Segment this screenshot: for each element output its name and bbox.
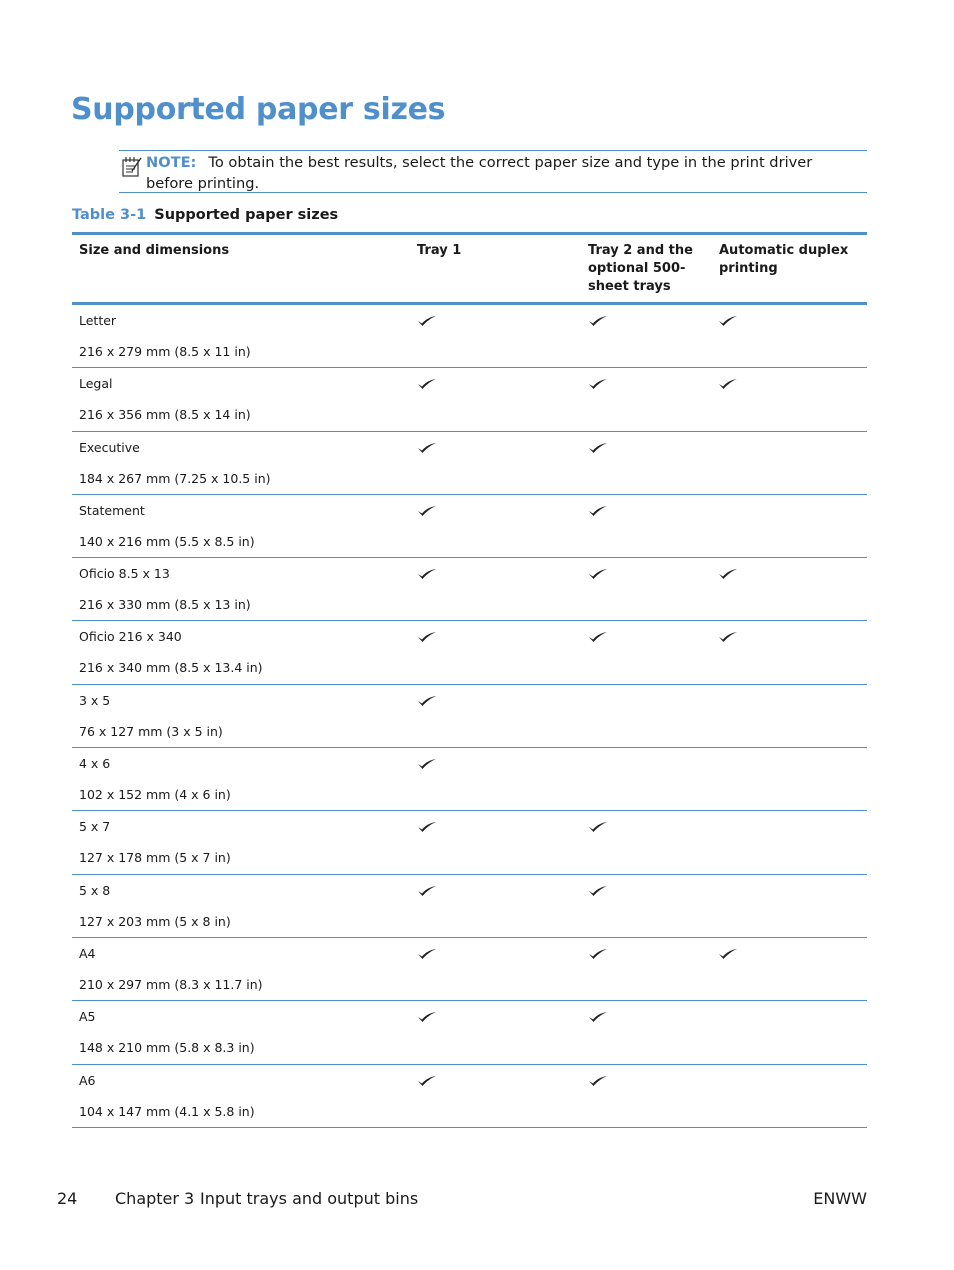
paper-dimensions: 148 x 210 mm (5.8 x 8.3 in) bbox=[79, 1040, 255, 1056]
header-tray1: Tray 1 bbox=[417, 243, 462, 258]
header-size: Size and dimensions bbox=[79, 243, 230, 258]
table-row bbox=[72, 685, 867, 748]
note-body: To obtain the best results, select the correct paper size and type in the print driver before printing. bbox=[146, 154, 813, 192]
table-caption-title: Supported paper sizes bbox=[154, 207, 339, 223]
checkmark-icon bbox=[417, 1075, 437, 1087]
page-title: Supported paper sizes bbox=[71, 92, 446, 127]
table-row bbox=[72, 305, 867, 368]
header-duplex: Automatic duplex printing bbox=[719, 243, 849, 276]
paper-name: 4 x 6 bbox=[79, 756, 111, 772]
table-row bbox=[72, 811, 867, 874]
checkmark-icon bbox=[417, 631, 437, 643]
checkmark-icon bbox=[417, 1011, 437, 1023]
checkmark-icon bbox=[588, 1011, 608, 1023]
paper-dimensions: 127 x 203 mm (5 x 8 in) bbox=[79, 913, 231, 929]
paper-name: A6 bbox=[79, 1072, 96, 1088]
table-row bbox=[72, 621, 867, 684]
note-pad-icon bbox=[121, 154, 143, 178]
table-caption-number: Table 3-1 bbox=[72, 207, 147, 223]
paper-name: Executive bbox=[79, 439, 140, 455]
paper-sizes-table bbox=[72, 232, 867, 1128]
note-box bbox=[119, 150, 867, 193]
paper-name: 3 x 5 bbox=[79, 692, 111, 708]
note-text bbox=[146, 152, 846, 194]
checkmark-icon bbox=[417, 442, 437, 454]
paper-dimensions: 216 x 340 mm (8.5 x 13.4 in) bbox=[79, 660, 263, 676]
table-row bbox=[72, 938, 867, 1001]
footer-chapter: Chapter 3 bbox=[115, 1189, 195, 1208]
checkmark-icon bbox=[588, 378, 608, 390]
checkmark-icon bbox=[417, 505, 437, 517]
paper-dimensions: 184 x 267 mm (7.25 x 10.5 in) bbox=[79, 470, 271, 486]
checkmark-icon bbox=[417, 315, 437, 327]
checkmark-icon bbox=[588, 1075, 608, 1087]
table-header bbox=[72, 235, 867, 305]
checkmark-icon bbox=[718, 315, 738, 327]
checkmark-icon bbox=[588, 442, 608, 454]
paper-name: A4 bbox=[79, 945, 96, 961]
paper-dimensions: 127 x 178 mm (5 x 7 in) bbox=[79, 850, 231, 866]
table-body bbox=[72, 305, 867, 1128]
checkmark-icon bbox=[417, 378, 437, 390]
checkmark-icon bbox=[417, 885, 437, 897]
header-tray2: Tray 2 and the optional 500-sheet trays bbox=[588, 243, 693, 294]
paper-name: A5 bbox=[79, 1009, 96, 1025]
paper-dimensions: 104 x 147 mm (4.1 x 5.8 in) bbox=[79, 1103, 255, 1119]
table-row bbox=[72, 558, 867, 621]
checkmark-icon bbox=[588, 631, 608, 643]
paper-name: Letter bbox=[79, 313, 117, 328]
paper-name: Legal bbox=[79, 376, 113, 392]
checkmark-icon bbox=[718, 378, 738, 390]
table-caption bbox=[72, 207, 338, 223]
paper-dimensions: 76 x 127 mm (3 x 5 in) bbox=[79, 723, 223, 739]
checkmark-icon bbox=[417, 821, 437, 833]
checkmark-icon bbox=[417, 568, 437, 580]
checkmark-icon bbox=[588, 948, 608, 960]
paper-name: Oficio 8.5 x 13 bbox=[79, 566, 170, 582]
checkmark-icon bbox=[718, 948, 738, 960]
paper-dimensions: 210 x 297 mm (8.3 x 11.7 in) bbox=[79, 976, 263, 992]
paper-name: 5 x 7 bbox=[79, 819, 111, 835]
table-row bbox=[72, 368, 867, 431]
checkmark-icon bbox=[588, 505, 608, 517]
table-row bbox=[72, 1065, 867, 1128]
checkmark-icon bbox=[417, 758, 437, 770]
checkmark-icon bbox=[718, 631, 738, 643]
checkmark-icon bbox=[588, 568, 608, 580]
checkmark-icon bbox=[417, 695, 437, 707]
table-row bbox=[72, 432, 867, 495]
paper-name: 5 x 8 bbox=[79, 882, 111, 898]
paper-dimensions: 216 x 330 mm (8.5 x 13 in) bbox=[79, 597, 251, 613]
paper-dimensions: 102 x 152 mm (4 x 6 in) bbox=[79, 787, 231, 803]
paper-dimensions: 216 x 279 mm (8.5 x 11 in) bbox=[79, 344, 251, 359]
table-row bbox=[72, 495, 867, 558]
footer-page-number: 24 bbox=[57, 1189, 78, 1208]
footer-chapter-title: Input trays and output bins bbox=[200, 1189, 419, 1208]
checkmark-icon bbox=[417, 948, 437, 960]
paper-dimensions: 216 x 356 mm (8.5 x 14 in) bbox=[79, 407, 251, 423]
paper-name: Statement bbox=[79, 502, 145, 518]
note-label: NOTE: bbox=[146, 154, 197, 171]
checkmark-icon bbox=[588, 885, 608, 897]
checkmark-icon bbox=[588, 821, 608, 833]
paper-name: Oficio 216 x 340 bbox=[79, 629, 182, 645]
table-row bbox=[72, 875, 867, 938]
checkmark-icon bbox=[718, 568, 738, 580]
checkmark-icon bbox=[588, 315, 608, 327]
footer-code: ENWW bbox=[813, 1189, 867, 1208]
paper-dimensions: 140 x 216 mm (5.5 x 8.5 in) bbox=[79, 533, 255, 549]
table-row bbox=[72, 1001, 867, 1064]
table-row bbox=[72, 748, 867, 811]
